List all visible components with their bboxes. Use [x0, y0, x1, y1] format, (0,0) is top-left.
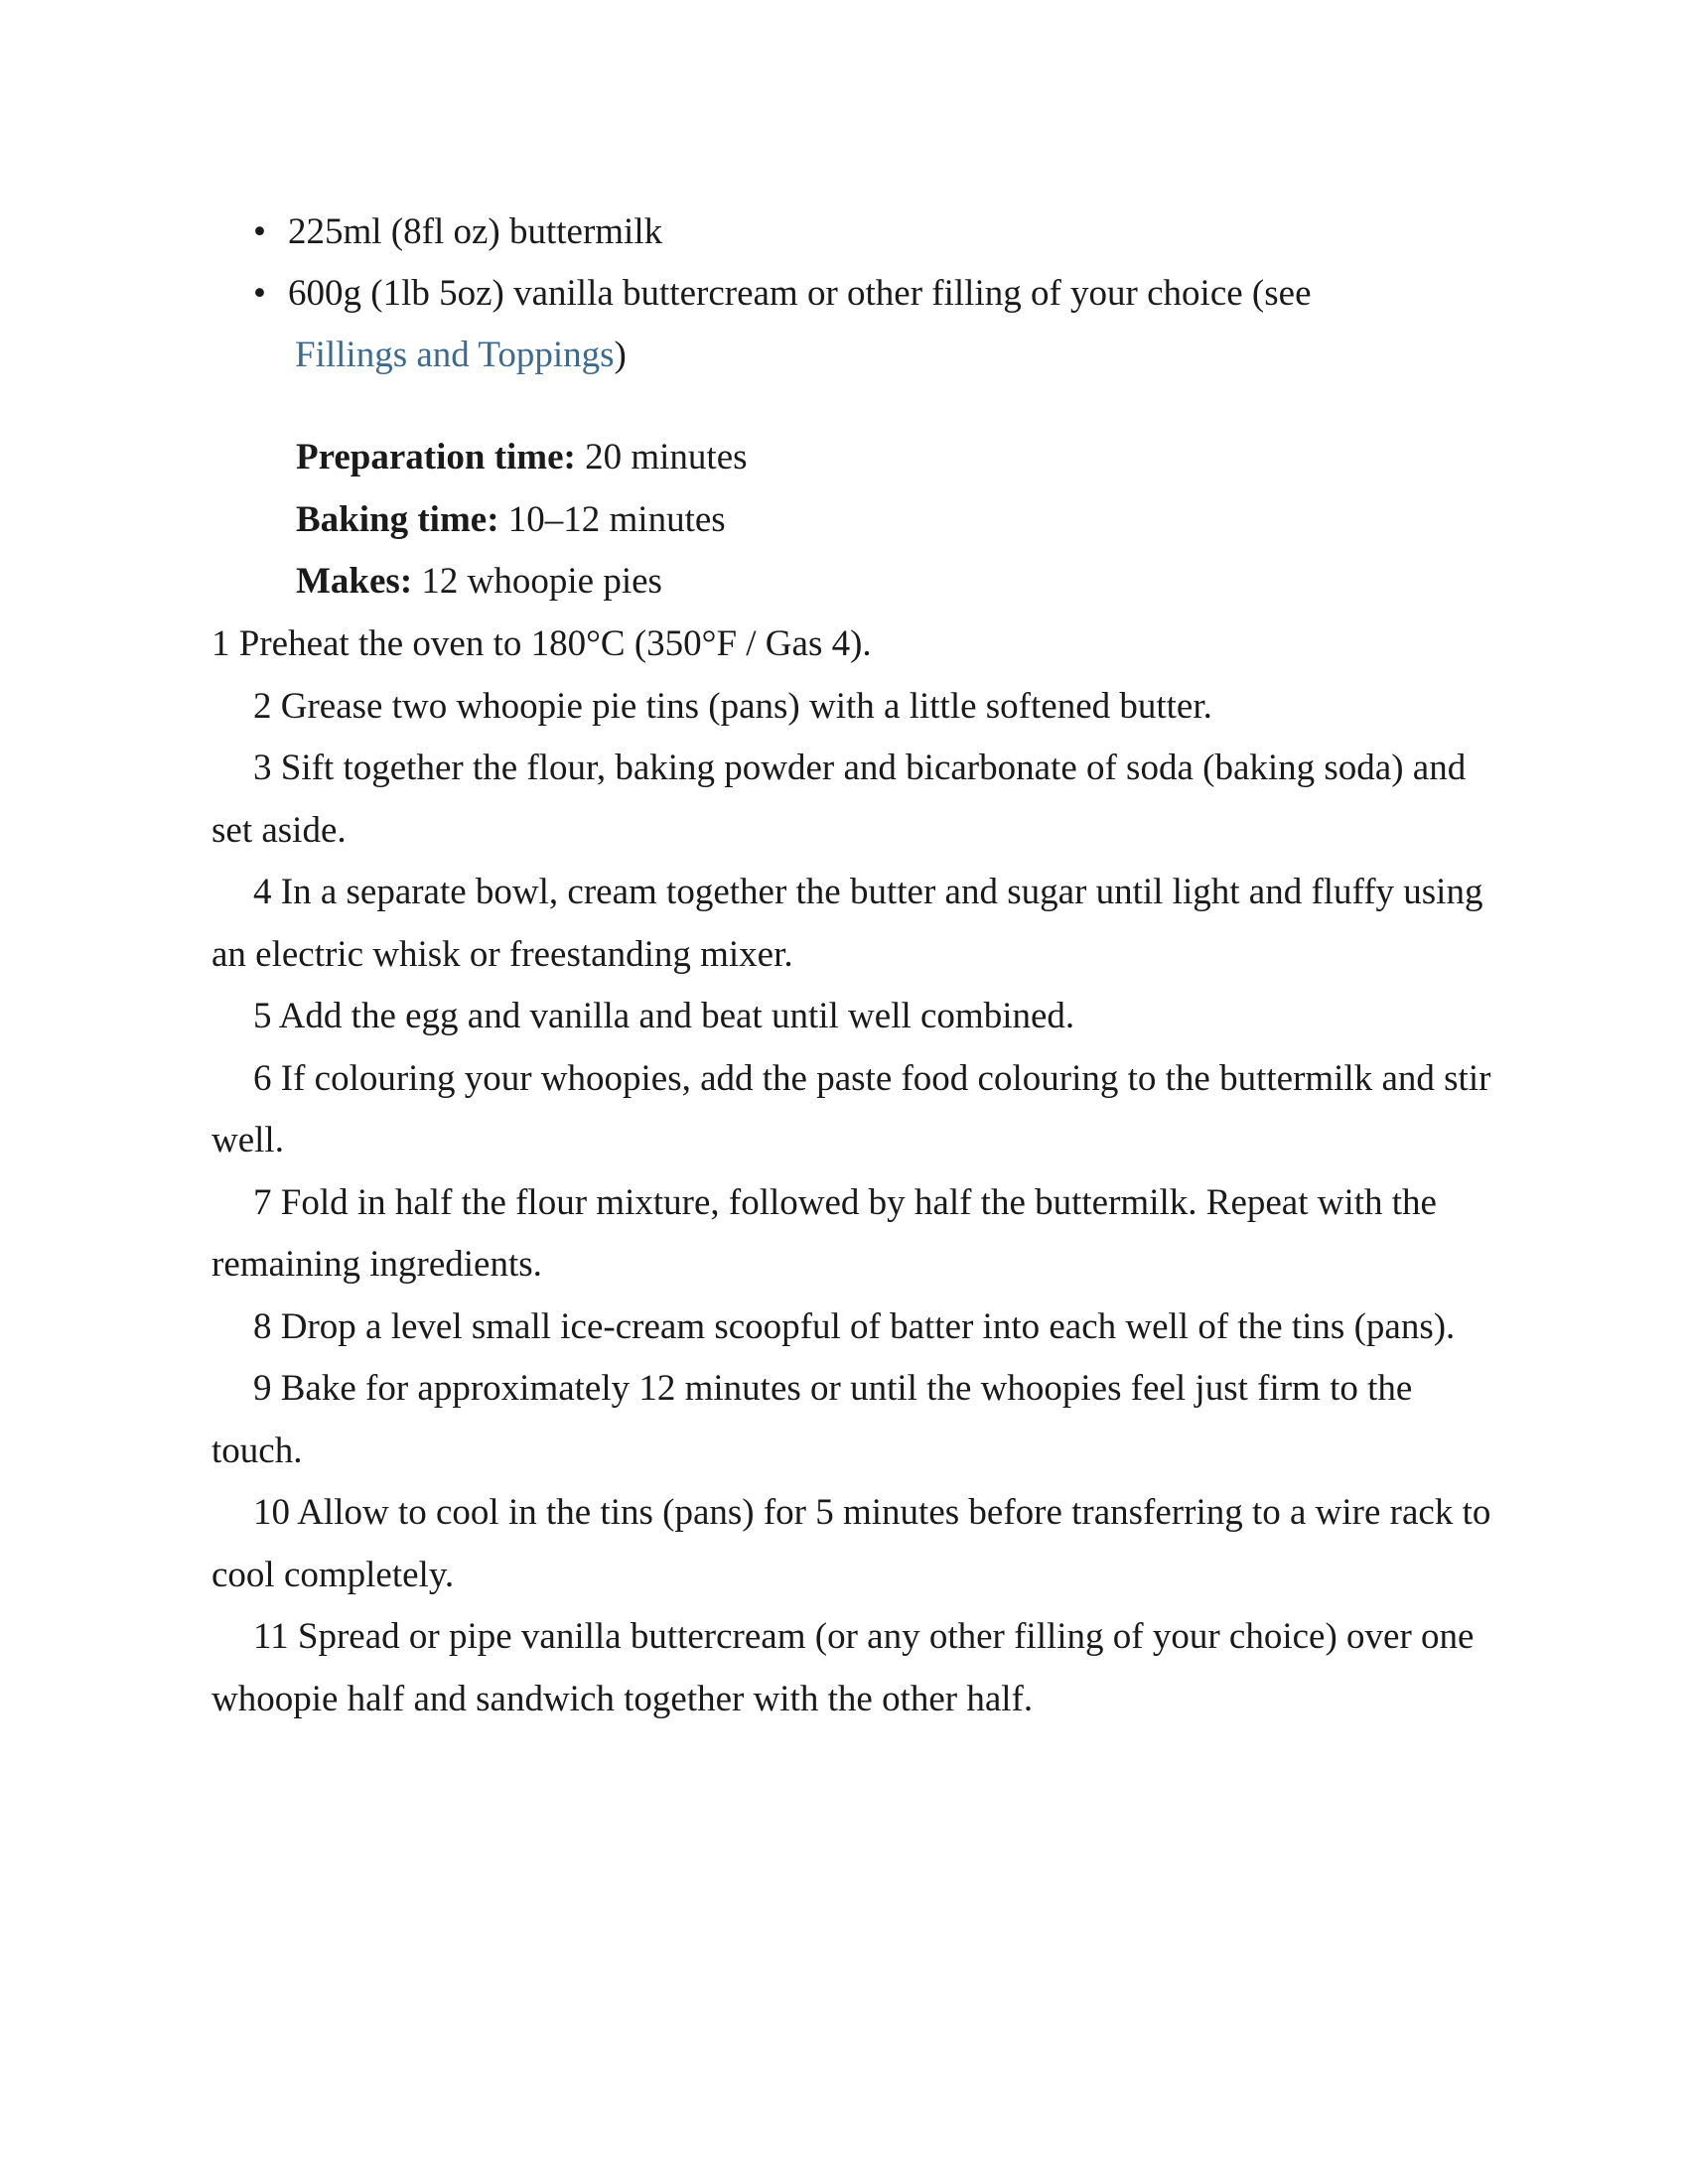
ingredient-list — [253, 202, 1494, 386]
meta-label: Preparation time: — [296, 437, 576, 478]
step-8: 8 Drop a level small ice-cream scoopful of batter into each well of the tins (pans). — [253, 1305, 1456, 1347]
ingredient-text-end: ) — [614, 335, 627, 375]
step-7: 7 Fold in half the flour mixture, followed by half the buttermilk. Repeat with the remaining ingredients. — [211, 1181, 1437, 1285]
ingredient-item — [253, 202, 1494, 263]
step-3: 3 Sift together the flour, baking powder and bicarbonate of soda (baking soda) and set aside. — [211, 748, 1467, 851]
recipe-meta — [296, 427, 748, 614]
step-6: 6 If colouring your whoopies, add the paste food colouring to the buttermilk and stir well. — [211, 1057, 1491, 1160]
ingredient-text: 225ml (8fl oz) buttermilk — [288, 211, 663, 252]
meta-label: Makes: — [296, 561, 413, 602]
ingredient-item — [253, 263, 1494, 386]
step-1: 1 Preheat the oven to 180°C (350°F / Gas 4). — [211, 623, 872, 664]
ingredient-text: 600g (1lb 5oz) vanilla buttercream or other filling of your choice (see — [288, 273, 1312, 314]
preparation-time — [296, 427, 748, 489]
fillings-and-toppings-link[interactable]: Fillings and Toppings — [295, 335, 615, 375]
makes — [296, 551, 748, 614]
method-steps — [211, 614, 1502, 1730]
baking-time — [296, 489, 748, 552]
step-11: 11 Spread or pipe vanilla buttercream (or any other filling of your choice) over one whoopie half and sandwich together with the other half. — [211, 1616, 1475, 1719]
bullet-icon: • — [253, 273, 266, 314]
bullet-icon: • — [253, 211, 266, 252]
meta-value: 20 minutes — [585, 437, 748, 478]
step-4: 4 In a separate bowl, cream together the butter and sugar until light and fluffy using an electric whisk or freestanding mixer. — [211, 872, 1483, 975]
step-5: 5 Add the egg and vanilla and beat until well combined. — [253, 996, 1075, 1036]
step-2: 2 Grease two whoopie pie tins (pans) with a little softened butter. — [253, 685, 1212, 727]
meta-value: 12 whoopie pies — [421, 561, 662, 602]
step-9: 9 Bake for approximately 12 minutes or until the whoopies feel just firm to the touch. — [211, 1368, 1413, 1471]
meta-label: Baking time: — [296, 498, 499, 540]
meta-value: 10–12 minutes — [507, 498, 726, 540]
step-10: 10 Allow to cool in the tins (pans) for 5 minutes before transferring to a wire rack to cool completely. — [211, 1492, 1491, 1595]
